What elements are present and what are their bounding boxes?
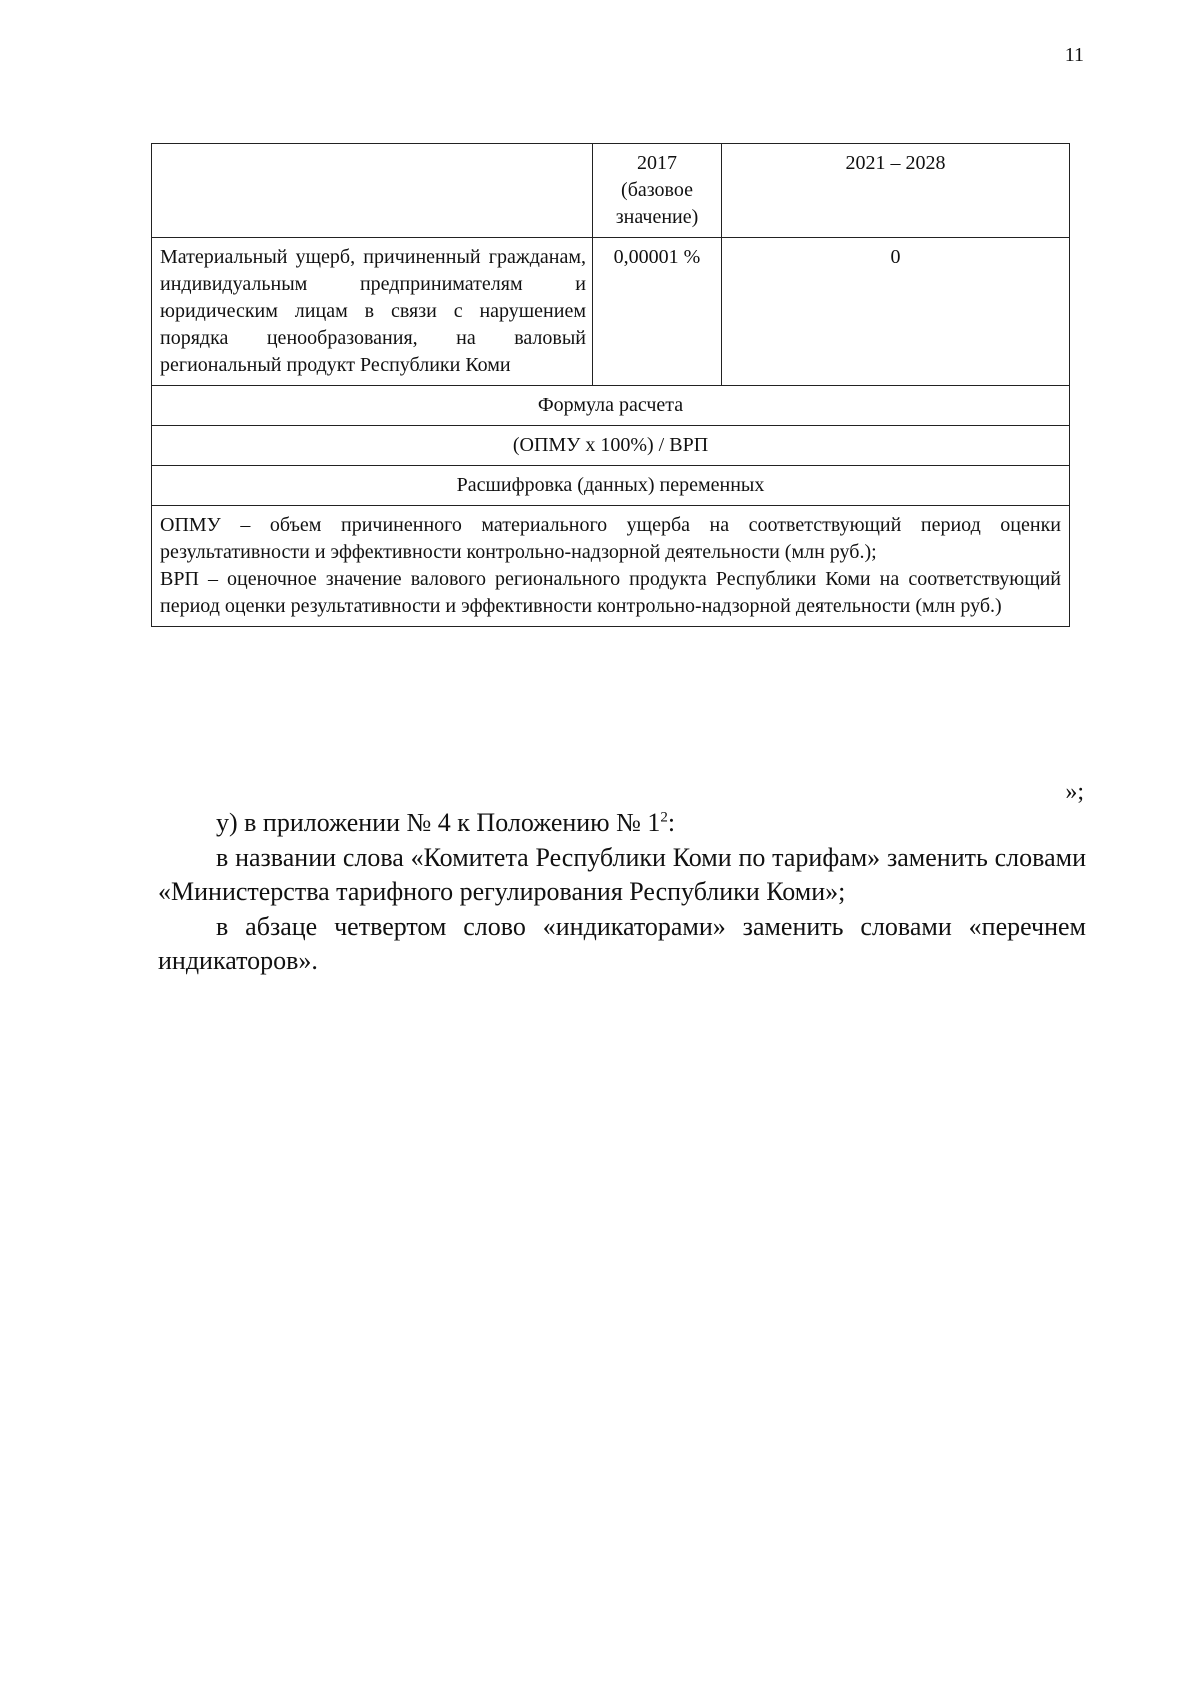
indicator-name: Материальный ущерб, причиненный гражданам, индивидуальным предпринимателям и юридическим лицам в связи с нарушением порядка ценообразования, на валовый региональный продукт Республики Коми <box>160 246 586 376</box>
header-indicator-cell <box>152 144 593 238</box>
variables-cell <box>152 506 1070 627</box>
header-base-year-cell: 2017 (базовое значение) <box>593 144 722 238</box>
indicator-name-cell <box>152 238 593 386</box>
variables-label-row <box>152 466 1070 506</box>
formula-row <box>152 426 1070 466</box>
indicator-table <box>151 143 1070 627</box>
amendment-item-superscript: 2 <box>660 809 668 826</box>
table-row <box>152 238 1070 386</box>
formula: (ОПМУ x 100%) / ВРП <box>152 426 1070 466</box>
amendment-item-text: у) в приложении № 4 к Положению № 1 <box>216 808 661 837</box>
amendment-paragraph-1: в названии слова «Комитета Республики Коми по тарифам» заменить словами «Министерства тарифного регулирования Республики Коми»; <box>158 842 1086 907</box>
variables-label: Расшифровка (данных) переменных <box>152 466 1070 506</box>
amendment-paragraph-2: в абзаце четвертом слово «индикаторами» заменить словами «перечнем индикаторов». <box>158 911 1086 976</box>
amendment-text <box>158 806 1086 979</box>
page-number: 11 <box>1064 44 1084 66</box>
amendment-item <box>158 806 1086 841</box>
target-value-cell: 0 <box>722 238 1070 386</box>
variable-definition-vrp: ВРП – оценочное значение валового регионального продукта Республики Коми на соответствующий период оценки результативности и эффективности контрольно-надзорной деятельности (млн руб.) <box>160 568 1061 617</box>
variable-definition-opmu: ОПМУ – объем причиненного материального ущерба на соответствующий период оценки результативности и эффективности контрольно-надзорной деятельности (млн руб.); <box>160 514 1061 563</box>
variables-row <box>152 506 1070 627</box>
base-value-cell: 0,00001 % <box>593 238 722 386</box>
header-target-period-cell: 2021 – 2028 <box>722 144 1070 238</box>
table-header-row <box>152 144 1070 238</box>
closing-quote: »; <box>1065 779 1084 805</box>
formula-label: Формула расчета <box>152 386 1070 426</box>
formula-label-row <box>152 386 1070 426</box>
amendment-item-colon: : <box>667 808 676 837</box>
